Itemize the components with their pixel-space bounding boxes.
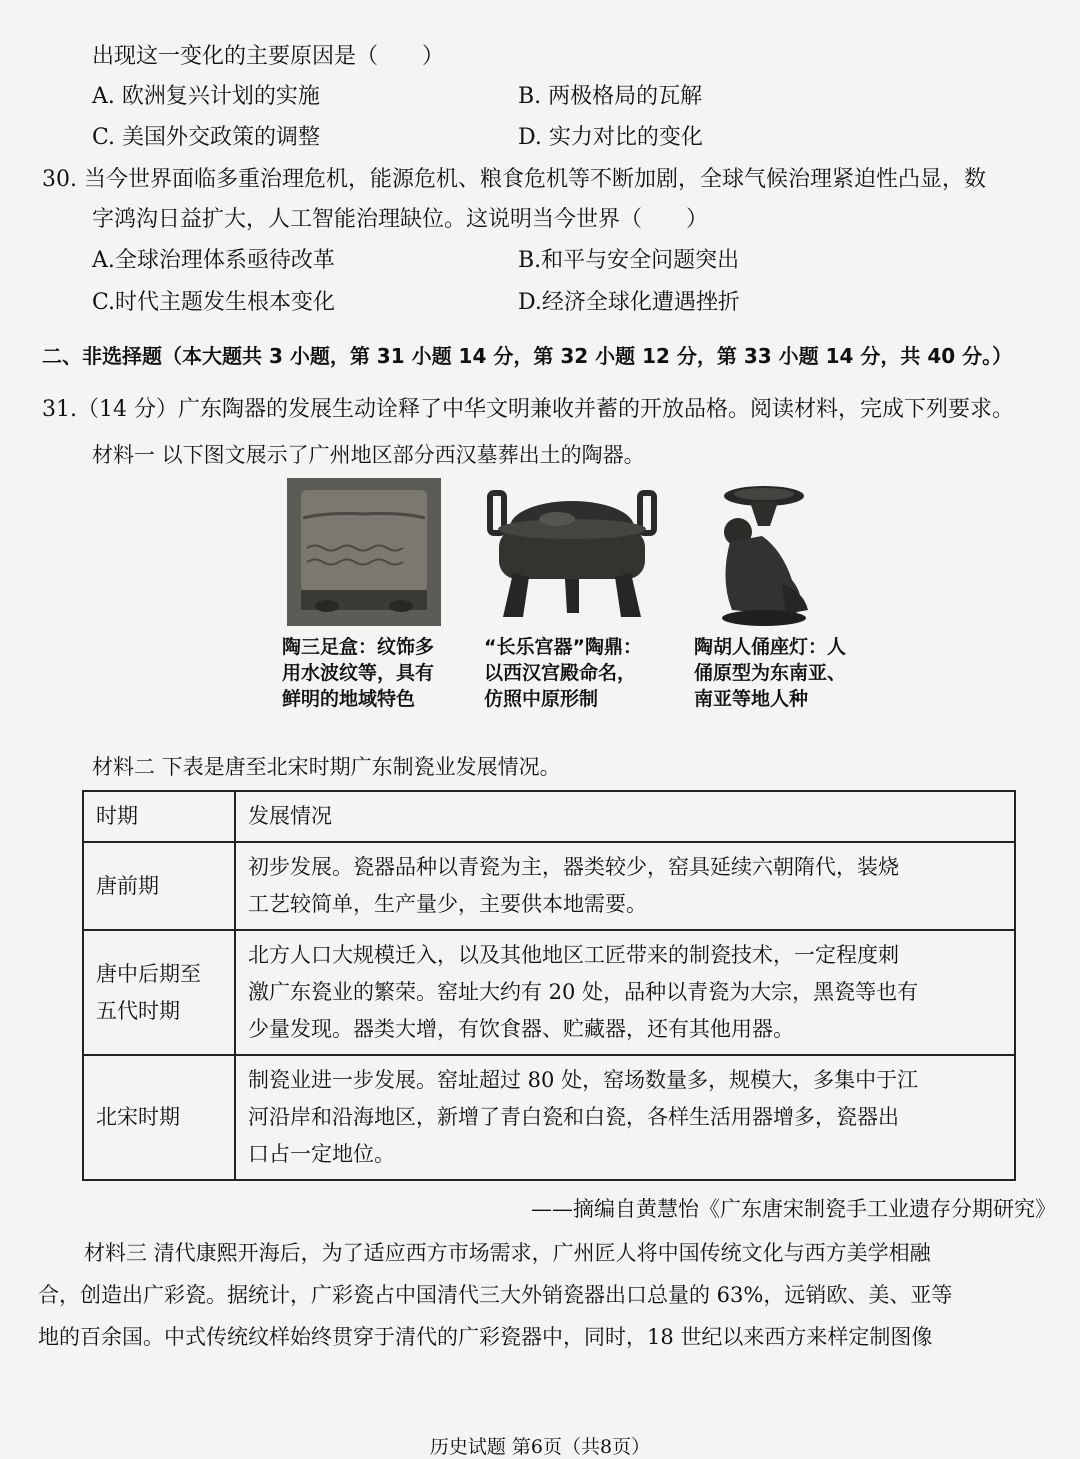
q29-option-c: C. 美国外交政策的调整 (92, 125, 321, 150)
q30-option-c: C.时代主题发生根本变化 (92, 290, 336, 315)
caption-line: 鲜明的地域特色 (282, 688, 416, 710)
text-line: 口占一定地位。 (248, 1142, 395, 1166)
source-citation: ——摘编自黄慧怡《广东唐宋制瓷手工业遗存分期研究》 (531, 1197, 1056, 1221)
figure-lamp-photo (712, 480, 816, 628)
q29-option-d: D. 实力对比的变化 (518, 125, 703, 150)
development-table (82, 790, 1016, 1181)
table-cell-text (235, 1055, 1015, 1180)
table-row (83, 930, 1015, 1055)
table-cell-period (83, 1055, 235, 1180)
figure-caption-box (282, 634, 434, 712)
table-header-row (83, 791, 1015, 842)
table-header-period: 时期 (83, 791, 235, 842)
material2-label: 材料二 下表是唐至北宋时期广东制瓷业发展情况。 (92, 755, 561, 779)
figure-caption-ding (484, 634, 642, 712)
text-line: 工艺较简单，生产量少，主要供本地需要。 (248, 892, 647, 916)
q29-option-b: B. 两极格局的瓦解 (518, 84, 703, 109)
caption-line: 用水波纹等，具有 (282, 662, 435, 684)
table-cell-text (235, 842, 1015, 930)
q30-option-b: B.和平与安全问题突出 (518, 248, 740, 273)
material3-line2: 合，创造出广彩瓷。据统计，广彩瓷占中国清代三大外销瓷器出口总量的 63%，远销欧、美、亚等 (38, 1283, 953, 1307)
q29-option-a: A. 欧洲复兴计划的实施 (92, 84, 320, 109)
table-header-development: 发展情况 (235, 791, 1015, 842)
section-heading: 二、非选择题（本大题共 3 小题，第 31 小题 14 分，第 32 小题 12 分，第 33 小题 14 分，共 40 分。） (42, 344, 1013, 368)
ceramic-box-photo (287, 478, 441, 626)
ceramic-ding-photo (487, 485, 657, 625)
material1-label: 材料一 以下图文展示了广州地区部分西汉墓葬出土的陶器。 (92, 443, 645, 467)
table-cell-period (83, 842, 235, 930)
period-line: 唐中后期至 (96, 961, 201, 986)
q31-intro: 31.（14 分）广东陶器的发展生动诠释了中华文明兼收并蓄的开放品格。阅读材料，完成下列要求。 (42, 397, 1014, 422)
q29-stem-tail: 出现这一变化的主要原因是（ ） (92, 44, 445, 69)
text-line: 激广东瓷业的繁荣。窑址大约有 20 处，品种以青瓷为大宗，黑瓷等也有 (248, 980, 919, 1004)
figure-caption-lamp (694, 634, 846, 712)
period-line: 五代时期 (96, 998, 180, 1023)
table-cell-text (235, 930, 1015, 1055)
q30-stem-line1: 30. 当今世界面临多重治理危机，能源危机、粮食危机等不断加剧，全球气候治理紧迫性凸显，数 (42, 167, 986, 192)
caption-line: 陶三足盒：纹饰多 (282, 636, 435, 658)
caption-line: 陶胡人俑座灯：人 (694, 636, 847, 658)
table-cell-period (83, 930, 235, 1055)
caption-line: 以西汉宫殿命名， (484, 662, 637, 684)
period-line: 北宋时期 (96, 1105, 180, 1129)
q30-option-a: A.全球治理体系亟待改革 (92, 248, 335, 273)
text-line: 制瓷业进一步发展。窑址超过 80 处，窑场数量多，规模大，多集中于江 (248, 1068, 919, 1092)
material3-line1: 材料三 清代康熙开海后，为了适应西方市场需求，广州匠人将中国传统文化与西方美学相融 (84, 1241, 931, 1265)
caption-line: “长乐宫器”陶鼎： (484, 636, 642, 658)
text-line: 北方人口大规模迁入，以及其他地区工匠带来的制瓷技术，一定程度刺 (248, 943, 899, 967)
table-row (83, 842, 1015, 930)
period-line: 唐前期 (96, 873, 159, 898)
q30-stem-line2: 字鸿沟日益扩大，人工智能治理缺位。这说明当今世界（ ） (92, 207, 709, 232)
text-line: 初步发展。瓷器品种以青瓷为主，器类较少，窑具延续六朝隋代，装烧 (248, 855, 899, 879)
q30-option-d: D.经济全球化遭遇挫折 (518, 290, 740, 315)
material3-line3: 地的百余国。中式传统纹样始终贯穿于清代的广彩瓷器中，同时，18 世纪以来西方来样定制图像 (38, 1325, 933, 1349)
caption-line: 仿照中原形制 (484, 688, 599, 710)
page-footer: 历史试题 第6页（共8页） (429, 1436, 651, 1458)
text-line: 河沿岸和沿海地区，新增了青白瓷和白瓷，各样生活用器增多，瓷器出 (248, 1105, 899, 1129)
text-line: 少量发现。器类大增，有饮食器、贮藏器，还有其他用器。 (248, 1017, 794, 1041)
table-row (83, 1055, 1015, 1180)
caption-line: 俑原型为东南亚、 (694, 662, 847, 684)
caption-line: 南亚等地人种 (694, 688, 809, 710)
